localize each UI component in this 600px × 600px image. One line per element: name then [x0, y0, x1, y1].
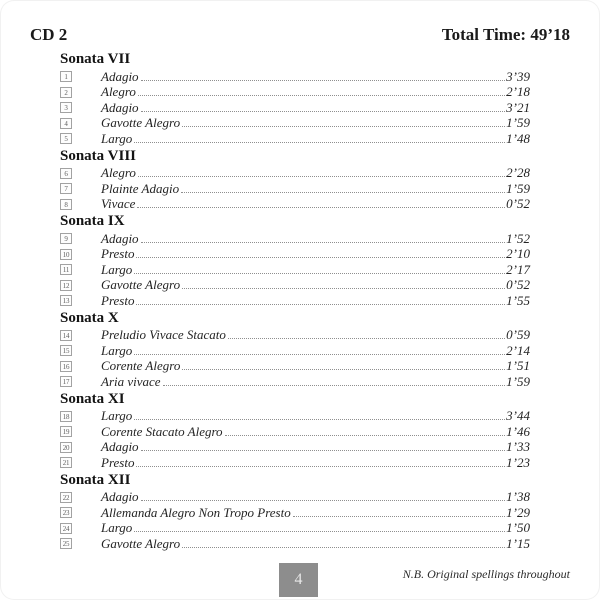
- track-time: 1’29: [506, 504, 530, 520]
- section-heading: Sonata XI: [60, 390, 125, 407]
- track-title: Vivace: [101, 196, 136, 212]
- dotted-leader: [182, 368, 505, 370]
- cd-title: CD 2: [30, 25, 68, 44]
- track-title: Adagio: [101, 68, 139, 84]
- track-time: 1’15: [506, 535, 530, 551]
- track-time: 2’17: [506, 261, 530, 277]
- track-title: Presto: [101, 246, 135, 262]
- dotted-leader: [182, 125, 505, 127]
- track-title: Corente Alegro: [101, 358, 181, 374]
- dotted-leader: [136, 303, 505, 305]
- track-title: Aria vivace: [101, 373, 161, 389]
- track-time: 3’39: [506, 68, 530, 84]
- track-time: 1’52: [506, 230, 530, 246]
- page-number: 4: [294, 571, 303, 588]
- dotted-leader: [138, 175, 505, 177]
- track-number-box: 13: [60, 295, 72, 306]
- track-title: Gavotte Alegro: [101, 115, 181, 131]
- track-title: Largo: [101, 261, 133, 277]
- track-time: 1’23: [506, 454, 530, 470]
- track-time: 1’59: [506, 373, 530, 389]
- track-title: Gavotte Alegro: [101, 535, 181, 551]
- track-time: 1’50: [506, 520, 530, 536]
- dotted-leader: [136, 256, 505, 258]
- track-number-box: 23: [60, 507, 72, 518]
- dotted-leader: [141, 241, 506, 243]
- track-number-box: 1: [60, 71, 72, 82]
- dotted-leader: [134, 272, 505, 274]
- dotted-leader: [141, 499, 506, 501]
- track-title: Adagio: [101, 99, 139, 115]
- track-number-box: 12: [60, 280, 72, 291]
- track-time: 2’28: [506, 165, 530, 181]
- track-title: Gavotte Alegro: [101, 277, 181, 293]
- track-time: 2’10: [506, 246, 530, 262]
- track-time: 0’59: [506, 327, 530, 343]
- dotted-leader: [141, 79, 506, 81]
- dotted-leader: [137, 206, 505, 208]
- dotted-leader: [134, 530, 505, 532]
- track-number-box: 9: [60, 233, 72, 244]
- track-time: 1’38: [506, 489, 530, 505]
- section-heading: Sonata X: [60, 309, 119, 326]
- track-number-box: 20: [60, 442, 72, 453]
- track-time: 1’33: [506, 439, 530, 455]
- track-number-box: 6: [60, 168, 72, 179]
- total-time: Total Time: 49’18: [441, 25, 570, 44]
- track-row: [60, 166, 530, 182]
- track-title: Adagio: [101, 439, 139, 455]
- track-title: Presto: [101, 292, 135, 308]
- dotted-leader: [134, 418, 505, 420]
- track-number-box: 3: [60, 102, 72, 113]
- track-time: 1’46: [506, 423, 530, 439]
- section-heading: Sonata VIII: [60, 147, 137, 164]
- track-time: 2’14: [506, 342, 530, 358]
- track-time: 3’44: [506, 408, 530, 424]
- section-heading: Sonata IX: [60, 213, 125, 229]
- track-row: [60, 490, 530, 506]
- footnote: N.B. Original spellings throughout: [402, 567, 570, 581]
- track-number-box: 18: [60, 411, 72, 422]
- track-number-box: 15: [60, 345, 72, 356]
- track-number-box: 17: [60, 376, 72, 387]
- track-row: [60, 409, 530, 425]
- track-row: [60, 69, 530, 85]
- track-row: [60, 536, 530, 552]
- track-time: 0’52: [506, 277, 530, 293]
- track-time: 0’52: [506, 196, 530, 212]
- dotted-leader: [182, 546, 505, 548]
- track-row: [60, 197, 530, 213]
- track-row: [60, 455, 530, 471]
- track-number-box: 4: [60, 118, 72, 129]
- track-number-box: 19: [60, 426, 72, 437]
- dotted-leader: [293, 515, 505, 517]
- track-number-box: 24: [60, 523, 72, 534]
- track-number-box: 5: [60, 133, 72, 144]
- dotted-leader: [141, 110, 506, 112]
- dotted-leader: [134, 141, 505, 143]
- track-number-box: 7: [60, 183, 72, 194]
- track-row: [60, 505, 530, 521]
- track-row: [60, 278, 530, 294]
- track-number-box: 10: [60, 249, 72, 260]
- track-row: [60, 359, 530, 375]
- track-title: Presto: [101, 454, 135, 470]
- track-number-box: 25: [60, 538, 72, 549]
- track-time: 3’21: [506, 99, 530, 115]
- track-time: 1’59: [506, 180, 530, 196]
- track-list: [60, 50, 530, 552]
- track-number-box: 2: [60, 87, 72, 98]
- track-title: Adagio: [101, 230, 139, 246]
- dotted-leader: [225, 434, 506, 436]
- track-row: [60, 247, 530, 263]
- dotted-leader: [163, 384, 506, 386]
- track-number-box: 8: [60, 199, 72, 210]
- track-row: [60, 343, 530, 359]
- dotted-leader: [134, 353, 505, 355]
- track-time: 1’48: [506, 130, 530, 146]
- track-row: [60, 262, 530, 278]
- track-number-box: 21: [60, 457, 72, 468]
- track-number-box: 11: [60, 264, 72, 275]
- dotted-leader: [228, 337, 505, 339]
- track-time: 2’18: [506, 84, 530, 100]
- track-title: Largo: [101, 520, 133, 536]
- track-row: [60, 374, 530, 390]
- track-title: Allemanda Alegro Non Tropo Presto: [101, 504, 291, 520]
- track-title: Largo: [101, 130, 133, 146]
- dotted-leader: [181, 191, 505, 193]
- dotted-leader: [136, 465, 505, 467]
- track-time: 1’59: [506, 115, 530, 131]
- track-time: 1’51: [506, 358, 530, 374]
- track-number-box: 14: [60, 330, 72, 341]
- track-row: [60, 231, 530, 247]
- track-number-box: 16: [60, 361, 72, 372]
- track-row: [60, 328, 530, 344]
- track-row: [60, 440, 530, 456]
- track-title: Adagio: [101, 489, 139, 505]
- track-row: [60, 424, 530, 440]
- track-row: [60, 521, 530, 537]
- section-heading: Sonata VII: [60, 51, 131, 67]
- page-number-box: [279, 563, 318, 597]
- dotted-leader: [141, 449, 506, 451]
- page-header: [30, 25, 570, 45]
- track-row: [60, 181, 530, 197]
- track-row: [60, 100, 530, 116]
- track-title: Alegro: [101, 165, 136, 181]
- dotted-leader: [138, 94, 505, 96]
- track-title: Largo: [101, 342, 133, 358]
- track-row: [60, 293, 530, 309]
- track-title: Corente Stacato Alegro: [101, 423, 223, 439]
- track-row: [60, 131, 530, 147]
- track-title: Plainte Adagio: [101, 180, 180, 196]
- track-row: [60, 116, 530, 132]
- track-title: Preludio Vivace Stacato: [101, 327, 226, 343]
- track-title: Alegro: [101, 84, 136, 100]
- track-number-box: 22: [60, 492, 72, 503]
- track-time: 1’55: [506, 292, 530, 308]
- track-row: [60, 85, 530, 101]
- section-heading: Sonata XII: [60, 471, 131, 488]
- track-title: Largo: [101, 408, 133, 424]
- dotted-leader: [182, 287, 505, 289]
